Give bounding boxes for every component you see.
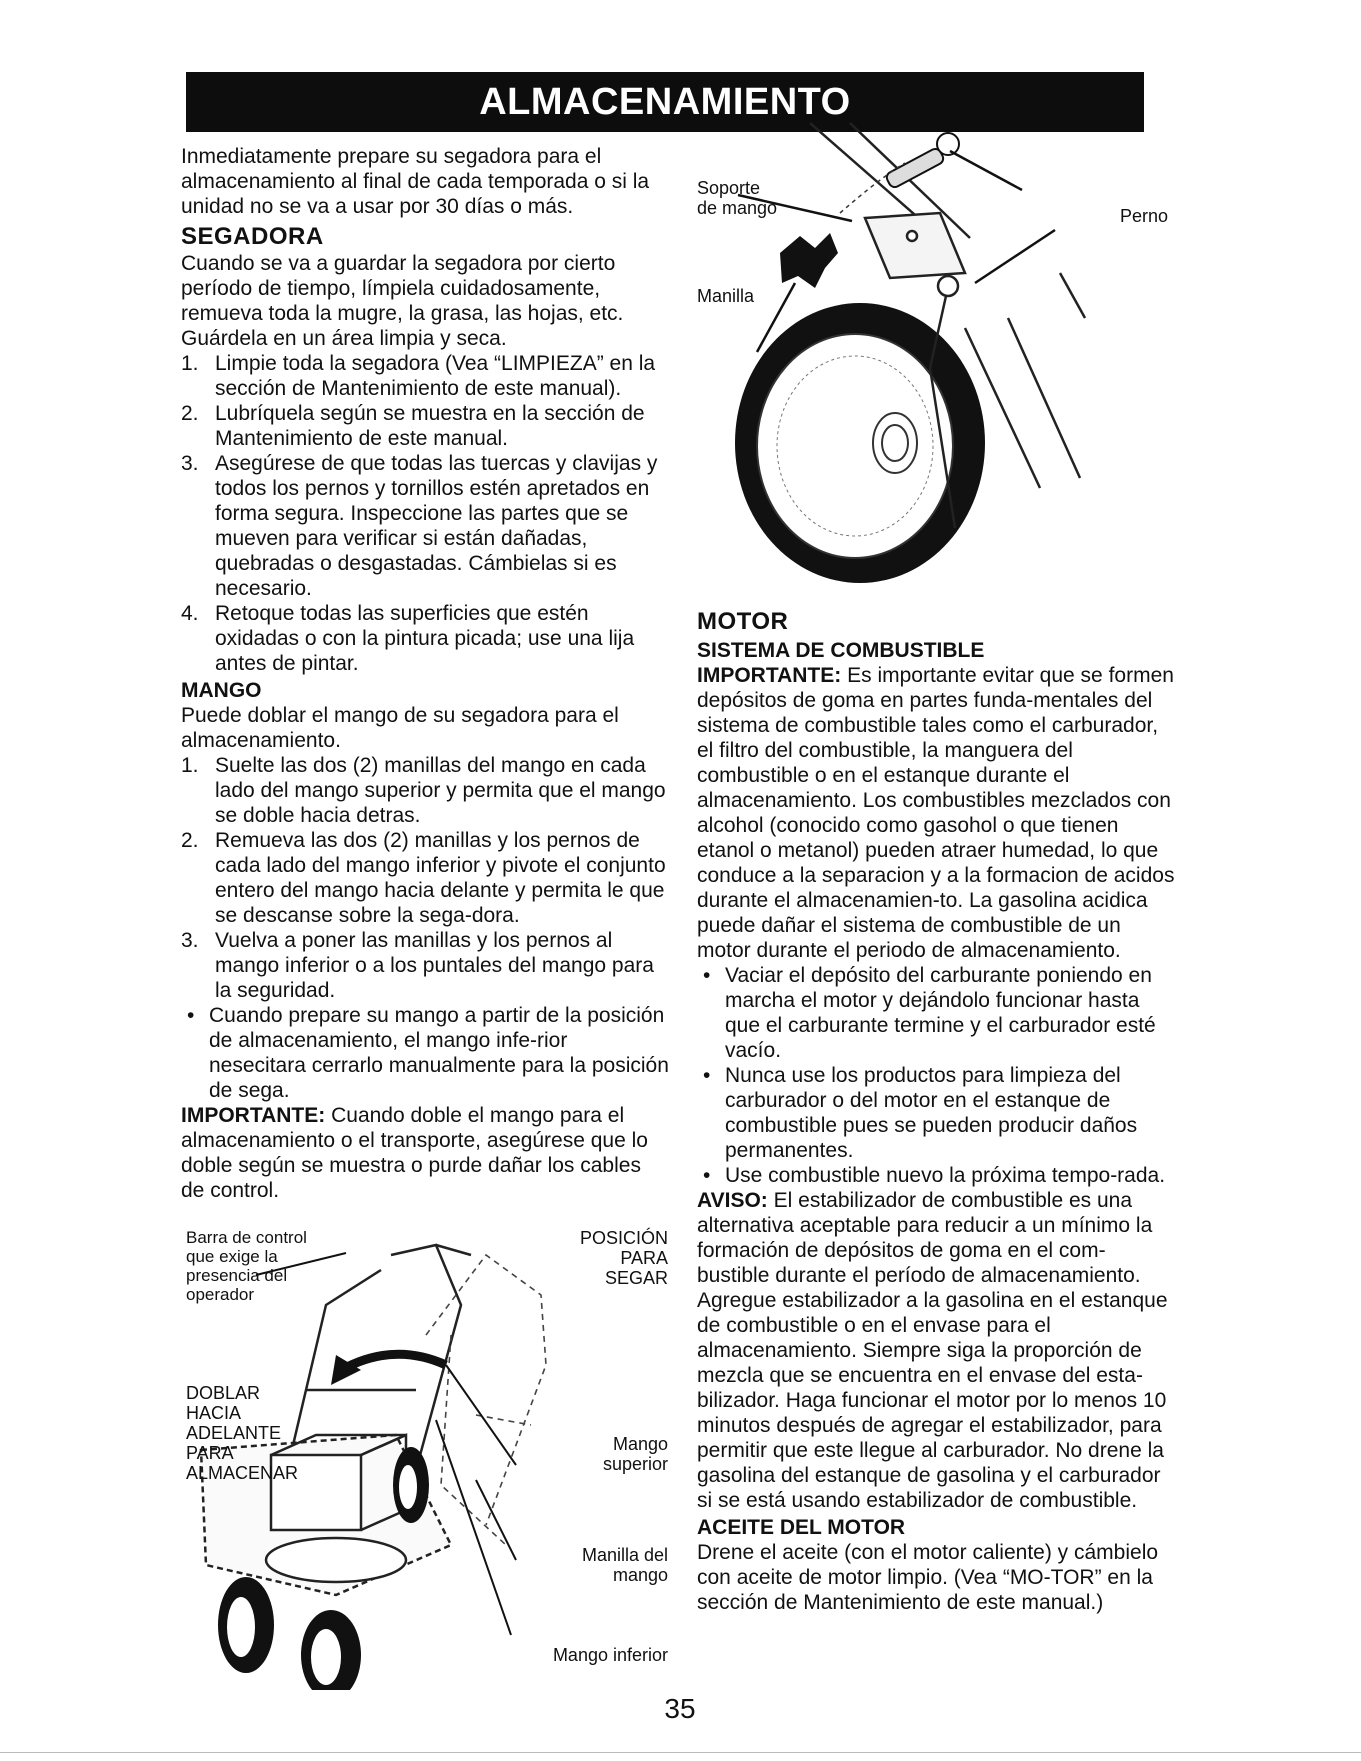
- right-column: [697, 604, 1177, 1615]
- segadora-paragraph: Cuando se va a guardar la segadora por cierto período de tiempo, límpiela cuidadosamente, remueva toda la mugre, la grasa, las hojas, etc. Guárdela en un área limpia y seca.: [181, 252, 624, 350]
- step-text: Vuelva a poner las manillas y los pernos al mango inferior o a los puntales del mango para la seguridad.: [215, 929, 654, 1002]
- label-doblar-line-2: HACIA: [186, 1403, 242, 1423]
- label-barra-line-4: operador: [186, 1285, 255, 1304]
- step-text: Suelte las dos (2) manillas del mango en cada lado del mango superior y permita que el mango se doble hacia detras.: [215, 754, 666, 827]
- fold-arrow-icon: [331, 1354, 446, 1385]
- mango-heading: MANGO: [181, 679, 262, 702]
- list-item: [181, 828, 669, 928]
- list-item: [181, 601, 669, 676]
- step-number: 1.: [181, 754, 199, 777]
- aviso-text: El estabilizador de combustible es una alternativa aceptable para reducir a un mínimo la formación de depósitos de goma en el com-bustible durante el período de almacenamiento. Agregue estabilizador a la gasolina en el estanque de combustible o en el envase para el almacenamiento. Siempre siga la proporción de mezcla que se encuentra en el envase del esta-bilizador. Haga funcionar el motor por lo menos 10 minutos después de agregar el estabilizador, para permitir que este llegue al carburador. No drene la gasolina del estanque de gasolina y el carburador si se está usando estabilizador de combustible.: [697, 1189, 1168, 1512]
- label-barra-line-1: Barra de control: [186, 1228, 307, 1247]
- label-posicion-line-3: SEGAR: [604, 1268, 668, 1288]
- page-title-banner: ALMACENAMIENTO: [186, 72, 1144, 132]
- combustible-subheading: SISTEMA DE COMBUSTIBLE: [697, 639, 985, 662]
- label-doblar-line-4: PARA: [186, 1443, 234, 1463]
- step-text: Limpie toda la segadora (Vea “LIMPIEZA” en la sección de Mantenimiento de este manual).: [215, 352, 656, 400]
- label-mango-superior-line-2: superior: [602, 1454, 668, 1474]
- page-bottom-rule: [0, 1752, 1361, 1753]
- bullet-text: Nunca use los productos para limpieza del carburador o del motor en el estanque de combustible pues se pueden producir daños permanentes.: [725, 1064, 1138, 1162]
- mango-important-note: [181, 1103, 669, 1203]
- label-barra-line-2: que exige la: [186, 1247, 278, 1266]
- label-doblar-line-5: ALMACENAR: [186, 1463, 299, 1483]
- aceite-heading: ACEITE DEL MOTOR: [697, 1516, 906, 1539]
- list-item: [697, 1163, 1177, 1188]
- bullet-dot: •: [703, 964, 711, 987]
- label-mango-inferior: Mango inferior: [552, 1645, 668, 1665]
- step-text: Lubríquela según se muestra en la sección de Mantenimiento de este manual.: [215, 402, 645, 450]
- motor-bullets: [697, 963, 1177, 1188]
- list-item: [181, 401, 669, 451]
- list-item: [181, 928, 669, 1003]
- aviso-label: AVISO:: [697, 1189, 768, 1212]
- label-mango-superior: [568, 1434, 668, 1474]
- list-item: [181, 753, 669, 828]
- label-posicion-para-segar: [550, 1228, 668, 1288]
- step-number: 2.: [181, 829, 199, 852]
- bullet-text: Use combustible nuevo la próxima tempo-rada.: [725, 1164, 1166, 1187]
- label-soporte-text: Soporte: [697, 178, 761, 198]
- label-barra-line-3: presencia del: [186, 1266, 288, 1285]
- step-text: Retoque todas las superficies que estén oxidadas o con la pintura picada; use una lija antes de pintar.: [215, 602, 635, 675]
- label-posicion-line-1: POSICIÓN: [579, 1228, 668, 1248]
- important-label: IMPORTANTE:: [181, 1104, 326, 1127]
- motor-heading: MOTOR: [697, 608, 789, 635]
- intro-paragraph: Inmediatamente prepare su segadora para el almacenamiento al final de cada temporada o si la unidad no se va a usar por 30 días o más.: [181, 145, 650, 218]
- mango-paragraph: Puede doblar el mango de su segadora para el almacenamiento.: [181, 704, 619, 752]
- bullet-text: Vaciar el depósito del carburante poniendo en marcha el motor y dejándolo funcionar hasta que el carburante termine y el carburador esté vacío.: [725, 964, 1156, 1062]
- mango-steps: [181, 753, 669, 1003]
- segadora-steps: [181, 351, 669, 676]
- step-number: 4.: [181, 602, 199, 625]
- label-doblar-hacia-adelante: [186, 1383, 298, 1483]
- aviso-note: [697, 1188, 1177, 1513]
- page-number: 35: [664, 1693, 696, 1724]
- list-item: [181, 351, 669, 401]
- label-posicion-line-2: PARA: [620, 1248, 668, 1268]
- label-doblar-line-1: DOBLAR: [186, 1383, 261, 1403]
- step-number: 1.: [181, 352, 199, 375]
- label-doblar-line-3: ADELANTE: [186, 1423, 282, 1443]
- list-item: [697, 1063, 1177, 1163]
- list-item: [181, 1003, 669, 1103]
- left-column: [181, 144, 669, 1203]
- step-number: 2.: [181, 402, 199, 425]
- label-manilla: Manilla: [697, 286, 755, 306]
- segadora-heading: SEGADORA: [181, 223, 324, 250]
- bullet-dot: •: [703, 1064, 711, 1087]
- aceite-paragraph: Drene el aceite (con el motor caliente) y cámbielo con aceite de motor limpio. (Vea “MO-TOR” en la sección de Mantenimiento de este manual.): [697, 1541, 1159, 1614]
- motor-important-note: [697, 663, 1177, 963]
- label-manilla-del-mango-line-1: Manilla del: [581, 1545, 668, 1565]
- important-text: Es importante evitar que se formen depósitos de goma en partes funda-mentales del sistema de combustible tales como el carburador, el filtro del combustible, la manguera del combustible o en el estanque durante el almacenamiento. Los combustibles mezclados con alcohol (conocido como gasohol o que tienen etanol o metanol) pueden atraer humedad, lo que conduce a la separacion y a la formacion de acidos durante el almacenamien-to. La gasolina acidica puede dañar el sistema de combustible de un motor durante el periodo de almacenamiento.: [697, 664, 1175, 962]
- label-manilla-del-mango-line-2: mango: [612, 1565, 668, 1585]
- step-text: Asegúrese de que todas las tuercas y clavijas y todos los pernos y tornillos estén apretados en forma segura. Inspeccione las partes que se mueven para verificar si están dañadas, quebradas o desgastadas. Cámbielas si es necesario.: [215, 452, 658, 600]
- knob-illustration: [780, 233, 838, 288]
- mango-bullets: [181, 1003, 669, 1103]
- step-number: 3.: [181, 452, 199, 475]
- bullet-dot: •: [187, 1004, 195, 1027]
- step-text: Remueva las dos (2) manillas y los pernos de cada lado del mango inferior y pivote el conjunto entero del mango hacia delante y permita le que se descanse sobre la sega-dora.: [215, 829, 666, 927]
- label-perno: Perno: [1120, 206, 1169, 226]
- bullet-dot: •: [703, 1164, 711, 1187]
- wheel-illustration: [735, 303, 985, 583]
- label-barra-de-control: [186, 1228, 307, 1304]
- label-soporte-de-mango: [697, 178, 777, 218]
- important-label: IMPORTANTE:: [697, 664, 842, 687]
- important-text: Cuando doble el mango para el almacenamiento o el transporte, asegúrese que lo doble según se muestra o purde dañar los cables de control.: [181, 1104, 648, 1202]
- step-number: 3.: [181, 929, 199, 952]
- bullet-text: Cuando prepare su mango a partir de la posición de almacenamiento, el mango infe-rior nesecitara cerrarlo manualmente para la posición de sega.: [209, 1004, 669, 1102]
- label-de-mango-text: de mango: [697, 198, 778, 218]
- list-item: [697, 963, 1177, 1063]
- label-mango-superior-line-1: Mango: [612, 1434, 668, 1454]
- list-item: [181, 451, 669, 601]
- label-manilla-del-mango: [550, 1545, 668, 1585]
